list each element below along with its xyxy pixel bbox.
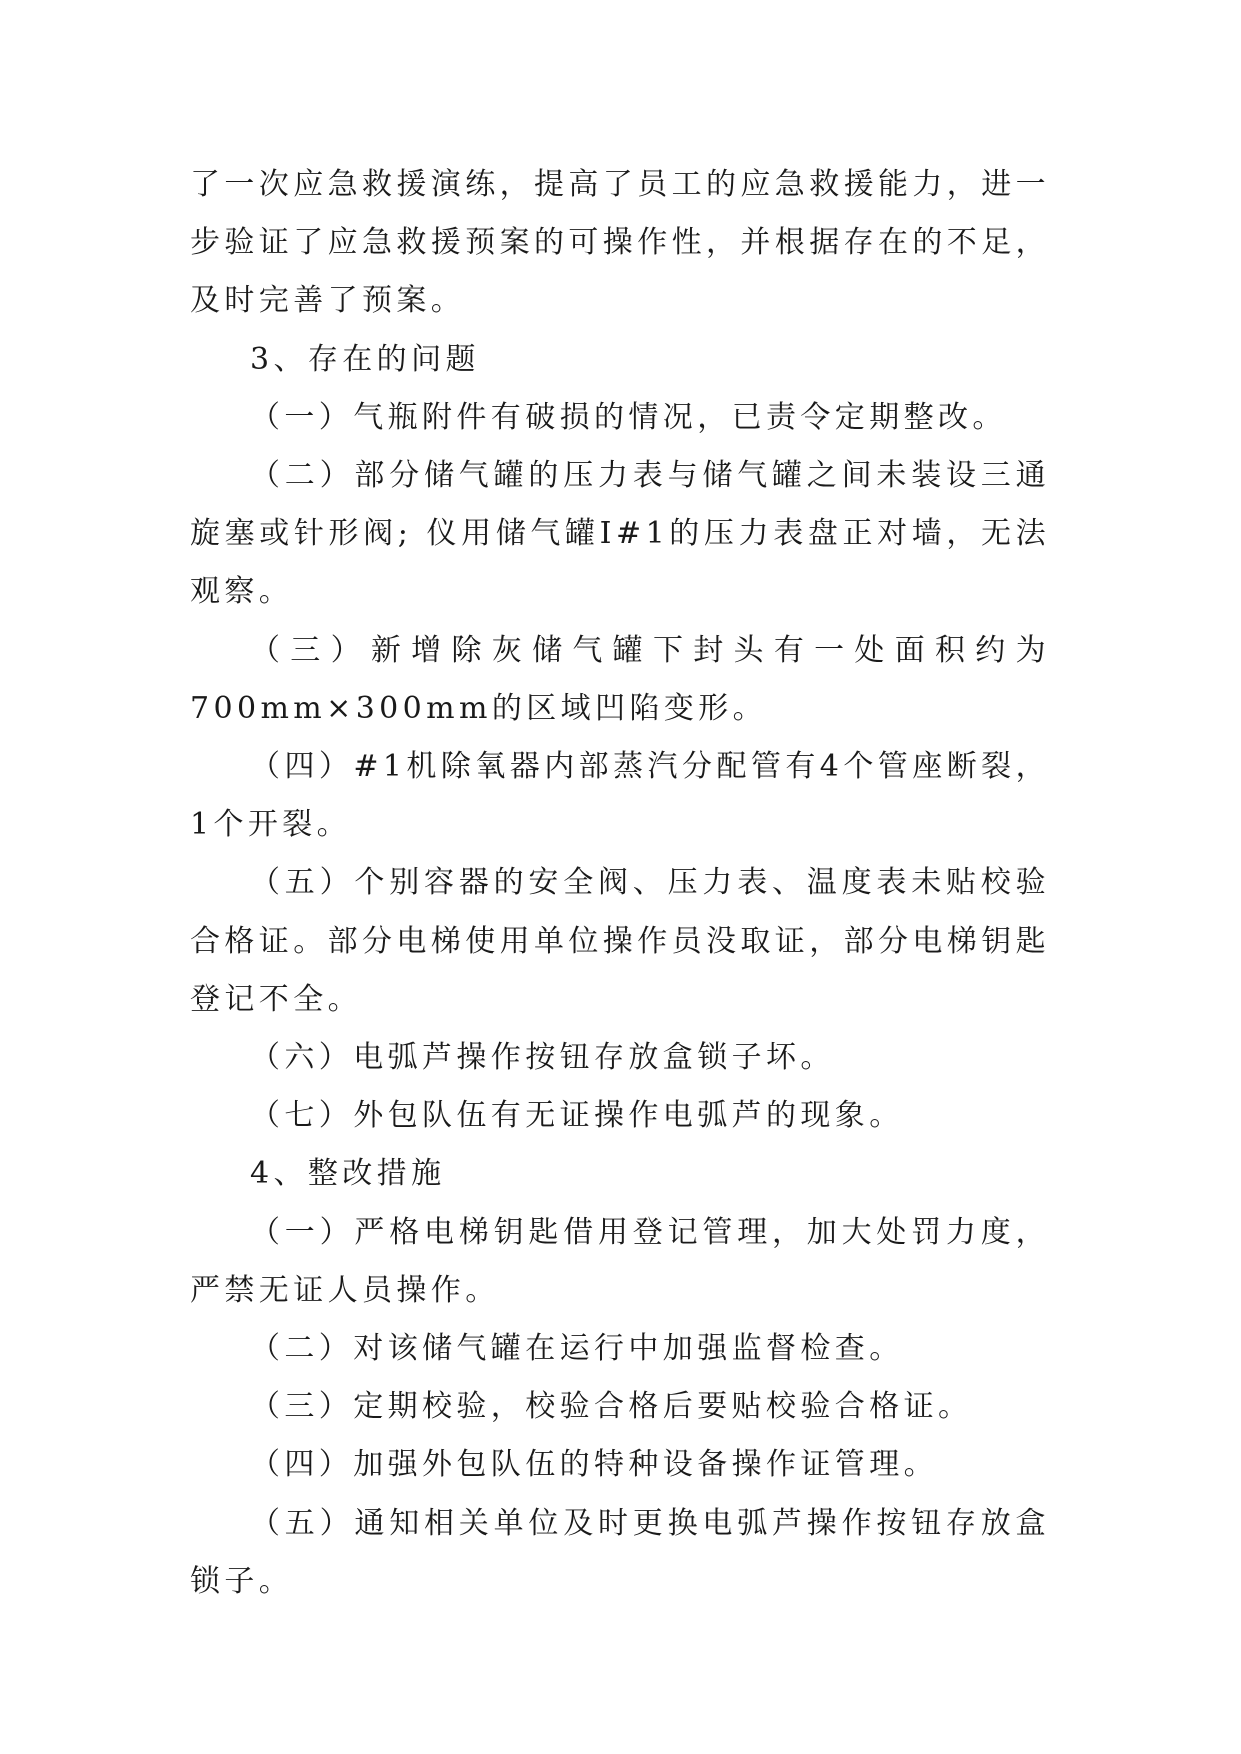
heading-rectification-measures: 4、整改措施 [250,1156,446,1192]
problem-item-5: （五）个别容器的安全阀、压力表、温度表未贴校验合格证。部分电梯使用单位操作员没取证，部分电梯钥匙登记不全。 [190,865,1050,1017]
problem-item-7: （七）外包队伍有无证操作电弧芦的现象。 [250,1098,904,1134]
measure-item-1: （一）严格电梯钥匙借用登记管理，加大处罚力度，严禁无证人员操作。 [190,1214,1050,1308]
measure-item-3: （三）定期校验，校验合格后要贴校验合格证。 [250,1389,973,1425]
document-body [190,156,1050,1611]
heading-existing-problems: 3、存在的问题 [250,341,480,377]
measure-item-2: （二）对该储气罐在运行中加强监督检查。 [250,1331,904,1367]
problem-item-3: （三）新增除灰储气罐下封头有一处面积约为700mm×300mm的区域凹陷变形。 [190,632,1050,726]
problem-item-6: （六）电弧芦操作按钮存放盒锁子坏。 [250,1040,835,1076]
paragraph-drill-summary: 了一次应急救援演练，提高了员工的应急救援能力，进一步验证了应急救援预案的可操作性，并根据存在的不足，及时完善了预案。 [190,167,1050,319]
problem-item-2: （二）部分储气罐的压力表与储气罐之间未装设三通旋塞或针形阀; 仪用储气罐Ⅰ#1的压力表盘正对墙，无法观察。 [190,458,1050,610]
problem-item-4: （四）#1机除氧器内部蒸汽分配管有4个管座断裂，1个开裂。 [190,749,1050,843]
measure-item-4: （四）加强外包队伍的特种设备操作证管理。 [250,1447,938,1483]
measure-item-5: （五）通知相关单位及时更换电弧芦操作按钮存放盒锁子。 [190,1505,1050,1599]
problem-item-1: （一）气瓶附件有破损的情况，已责令定期整改。 [250,399,1007,435]
